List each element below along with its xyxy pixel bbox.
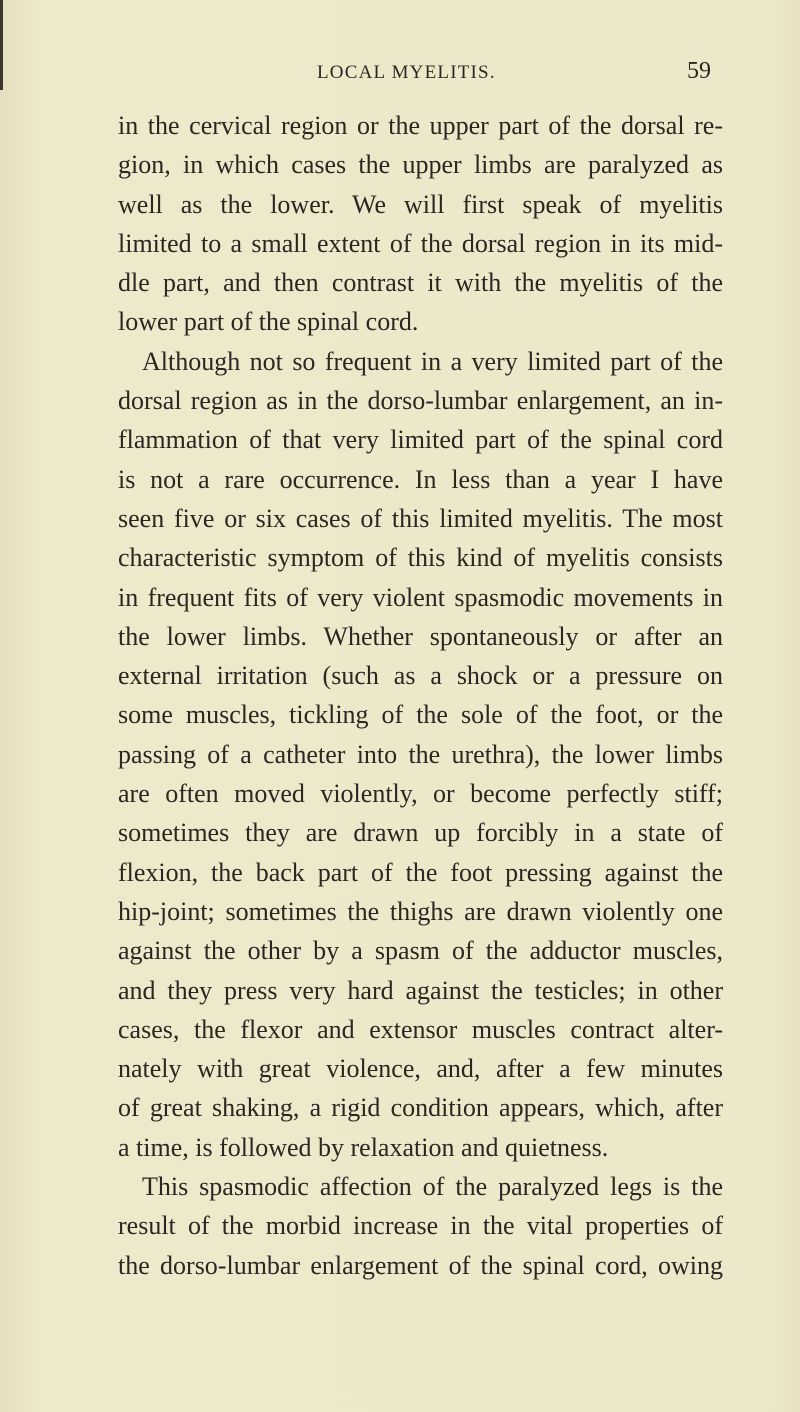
text-line: the lower limbs. Whether spontaneously or after an bbox=[118, 621, 723, 651]
text-line: Although not so frequent in a very limited part of the bbox=[142, 346, 723, 376]
text-line: dle part, and then contrast it with the myelitis of the bbox=[118, 268, 723, 298]
text-line: and they press very hard against the testicles; in other bbox=[118, 975, 723, 1005]
text-line: in frequent fits of very violent spasmodic movements in bbox=[118, 582, 723, 612]
text-line: flammation of that very limited part of the spinal cord bbox=[118, 425, 723, 455]
text-line: the dorso-lumbar enlargement of the spinal cord, owing bbox=[118, 1250, 723, 1280]
text-line: is not a rare occurrence. In less than a year I have bbox=[118, 464, 723, 494]
text-line: a time, is followed by relaxation and quietness. bbox=[118, 1132, 609, 1162]
text-line: lower part of the spinal cord. bbox=[118, 307, 419, 337]
text-line: hip-joint; sometimes the thighs are drawn violently one bbox=[118, 896, 723, 926]
page-header bbox=[0, 58, 800, 88]
text-line: characteristic symptom of this kind of myelitis consists bbox=[118, 543, 723, 573]
text-line: cases, the flexor and extensor muscles contract alter- bbox=[118, 1014, 723, 1044]
body-text bbox=[118, 106, 723, 1285]
text-line: external irritation (such as a shock or a pressure on bbox=[118, 661, 723, 691]
page-number: 59 bbox=[687, 58, 711, 84]
text-line: are often moved violently, or become perfectly stiff; bbox=[118, 779, 723, 809]
text-line: seen five or six cases of this limited myelitis. The most bbox=[118, 503, 723, 533]
text-line: limited to a small extent of the dorsal region in its mid- bbox=[118, 228, 723, 258]
text-line: result of the morbid increase in the vital properties of bbox=[118, 1211, 723, 1241]
text-line: some muscles, tickling of the sole of the foot, or the bbox=[118, 700, 723, 730]
text-line: well as the lower. We will first speak of myelitis bbox=[118, 189, 723, 219]
text-line: against the other by a spasm of the adductor muscles, bbox=[118, 936, 723, 966]
text-line: passing of a catheter into the urethra), the lower limbs bbox=[118, 739, 723, 769]
text-line: of great shaking, a rigid condition appears, which, after bbox=[118, 1093, 723, 1123]
running-head: LOCAL MYELITIS. bbox=[317, 62, 496, 83]
text-line: dorsal region as in the dorso-lumbar enlargement, an in- bbox=[118, 386, 723, 416]
text-line: flexion, the back part of the foot pressing against the bbox=[118, 857, 723, 887]
text-line: gion, in which cases the upper limbs are paralyzed as bbox=[118, 150, 723, 180]
text-line: nately with great violence, and, after a few minutes bbox=[118, 1054, 723, 1084]
text-line: in the cervical region or the upper part of the dorsal re- bbox=[118, 111, 723, 140]
text-line: sometimes they are drawn up forcibly in a state of bbox=[118, 818, 723, 848]
text-line: This spasmodic affection of the paralyzed legs is the bbox=[142, 1172, 723, 1202]
